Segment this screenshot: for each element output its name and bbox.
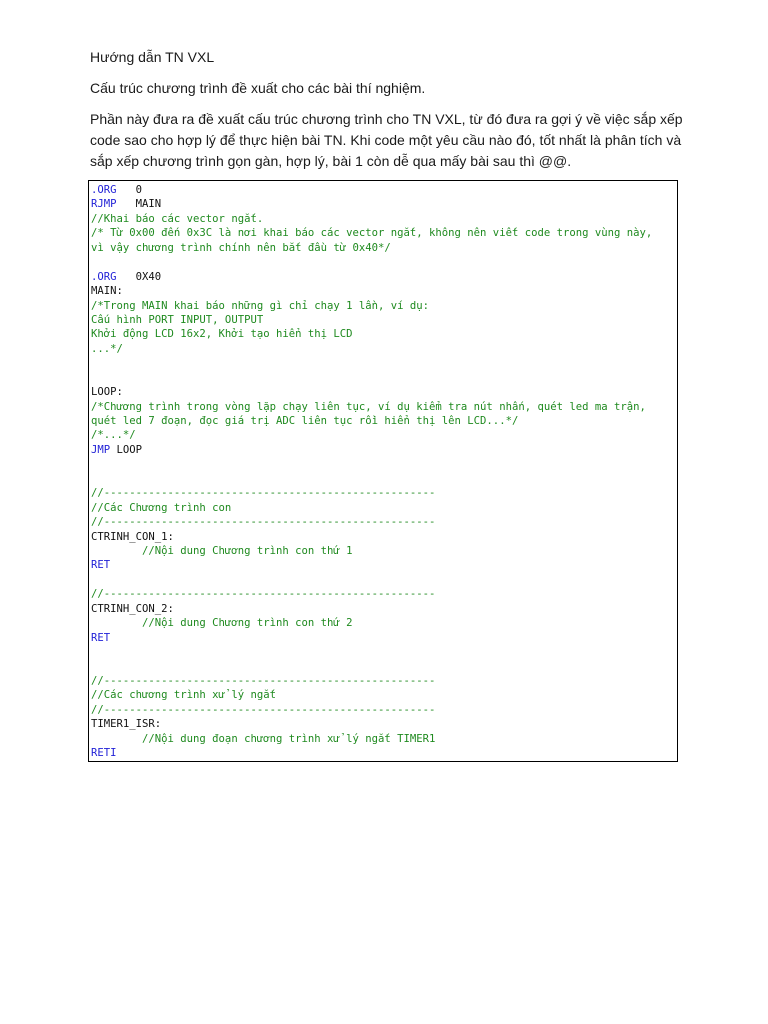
code-line bbox=[91, 457, 677, 471]
code-line bbox=[91, 558, 677, 572]
code-line bbox=[91, 212, 677, 226]
intro-paragraph: Phần này đưa ra đề xuất cấu trúc chương trình cho TN VXL, từ đó đưa ra gợi ý về việc sắp xếp code sao cho hợp lý để thực hiện bài TN. Khi code một yêu cầu nào đó, tốt nhất là phân tích và sắp xếp chương trình gọn gàn, hợp lý, bài 1 còn dễ qua mấy bài sau thì @@. bbox=[90, 111, 683, 169]
code-line bbox=[91, 472, 677, 486]
code-line bbox=[91, 183, 677, 197]
code-line bbox=[91, 342, 677, 356]
code-text: LOOP bbox=[110, 443, 143, 456]
code-listing-box bbox=[88, 180, 678, 762]
code-line bbox=[91, 270, 677, 284]
document-title: Hướng dẫn TN VXL bbox=[90, 49, 215, 65]
code-line bbox=[91, 501, 677, 515]
code-comment: Khởi động LCD 16x2, Khởi tạo hiển thị LCD bbox=[91, 328, 353, 341]
code-comment: //Nội dung Chương trình con thứ 2 bbox=[91, 617, 353, 630]
code-line bbox=[91, 732, 677, 746]
code-line bbox=[91, 645, 677, 659]
code-comment: /* Từ 0x00 đến 0x3C là nơi khai báo các vector ngắt, không nên viết code trong vùng này, bbox=[91, 227, 653, 240]
code-text: 0 bbox=[116, 184, 143, 196]
code-line bbox=[91, 284, 677, 298]
code-line bbox=[91, 241, 677, 255]
code-line bbox=[91, 717, 677, 731]
code-line bbox=[91, 414, 677, 428]
code-comment: //---------------------------------------------------- bbox=[91, 703, 436, 716]
code-line bbox=[91, 400, 677, 414]
code-comment: //Các Chương trình con bbox=[91, 501, 232, 514]
code-line bbox=[91, 544, 677, 558]
code-line bbox=[91, 703, 677, 717]
code-keyword: .ORG bbox=[91, 184, 117, 196]
code-line bbox=[91, 515, 677, 529]
code-text: LOOP: bbox=[91, 386, 123, 399]
code-keyword: .ORG bbox=[91, 270, 117, 283]
code-comment: ...*/ bbox=[91, 342, 123, 355]
code-text: MAIN: bbox=[91, 285, 123, 298]
code-keyword: JMP bbox=[91, 443, 111, 456]
code-comment: //Các chương trình xử lý ngắt bbox=[91, 689, 276, 702]
code-keyword: RET bbox=[91, 559, 111, 572]
code-line bbox=[91, 486, 677, 500]
code-comment: //---------------------------------------------------- bbox=[91, 516, 436, 529]
code-comment: /*...*/ bbox=[91, 429, 136, 442]
code-line bbox=[91, 573, 677, 587]
code-line bbox=[91, 255, 677, 269]
code-line bbox=[91, 659, 677, 673]
code-comment: /*Chương trình trong vòng lặp chạy liên tục, ví dụ kiểm tra nút nhấn, quét led ma trận, bbox=[91, 400, 646, 413]
code-text: CTRINH_CON_2: bbox=[91, 602, 174, 615]
code-line bbox=[91, 631, 677, 645]
code-keyword: RJMP bbox=[91, 198, 117, 211]
document-subtitle: Cấu trúc chương trình đề xuất cho các bài thí nghiệm. bbox=[90, 80, 426, 96]
code-comment: //Nội dung Chương trình con thứ 1 bbox=[91, 544, 353, 557]
code-line bbox=[91, 371, 677, 385]
code-comment: //---------------------------------------------------- bbox=[91, 674, 436, 687]
code-text: TIMER1_ISR: bbox=[91, 718, 162, 731]
code-line bbox=[91, 746, 677, 760]
code-keyword: RET bbox=[91, 631, 111, 644]
code-line bbox=[91, 226, 677, 240]
code-comment: //Nội dung đoạn chương trình xử lý ngắt TIMER1 bbox=[91, 732, 436, 745]
code-comment: Cấu hình PORT INPUT, OUTPUT bbox=[91, 313, 264, 326]
code-line bbox=[91, 587, 677, 601]
code-line bbox=[91, 428, 677, 442]
code-line bbox=[91, 356, 677, 370]
code-keyword: RETI bbox=[91, 747, 117, 760]
code-comment: vì vậy chương trình chính nên bắt đầu từ 0x40*/ bbox=[91, 241, 391, 254]
code-text: CTRINH_CON_1: bbox=[91, 530, 174, 543]
code-comment: //---------------------------------------------------- bbox=[91, 588, 436, 601]
code-line bbox=[91, 197, 677, 211]
code-line bbox=[91, 616, 677, 630]
code-comment: /*Trong MAIN khai báo những gì chỉ chạy 1 lần, ví dụ: bbox=[91, 299, 430, 312]
code-line bbox=[91, 674, 677, 688]
code-comment: //Khai báo các vector ngắt. bbox=[91, 212, 264, 225]
code-line bbox=[91, 688, 677, 702]
code-text: 0X40 bbox=[116, 270, 162, 283]
code-line bbox=[91, 530, 677, 544]
code-line bbox=[91, 385, 677, 399]
code-line bbox=[91, 327, 677, 341]
code-comment: //---------------------------------------------------- bbox=[91, 487, 436, 500]
code-line bbox=[91, 313, 677, 327]
code-comment: quét led 7 đoạn, đọc giá trị ADC liên tục rồi hiển thị lên LCD...*/ bbox=[91, 415, 519, 427]
code-line bbox=[91, 443, 677, 457]
code-line bbox=[91, 299, 677, 313]
code-line bbox=[91, 602, 677, 616]
code-text: MAIN bbox=[116, 198, 162, 211]
